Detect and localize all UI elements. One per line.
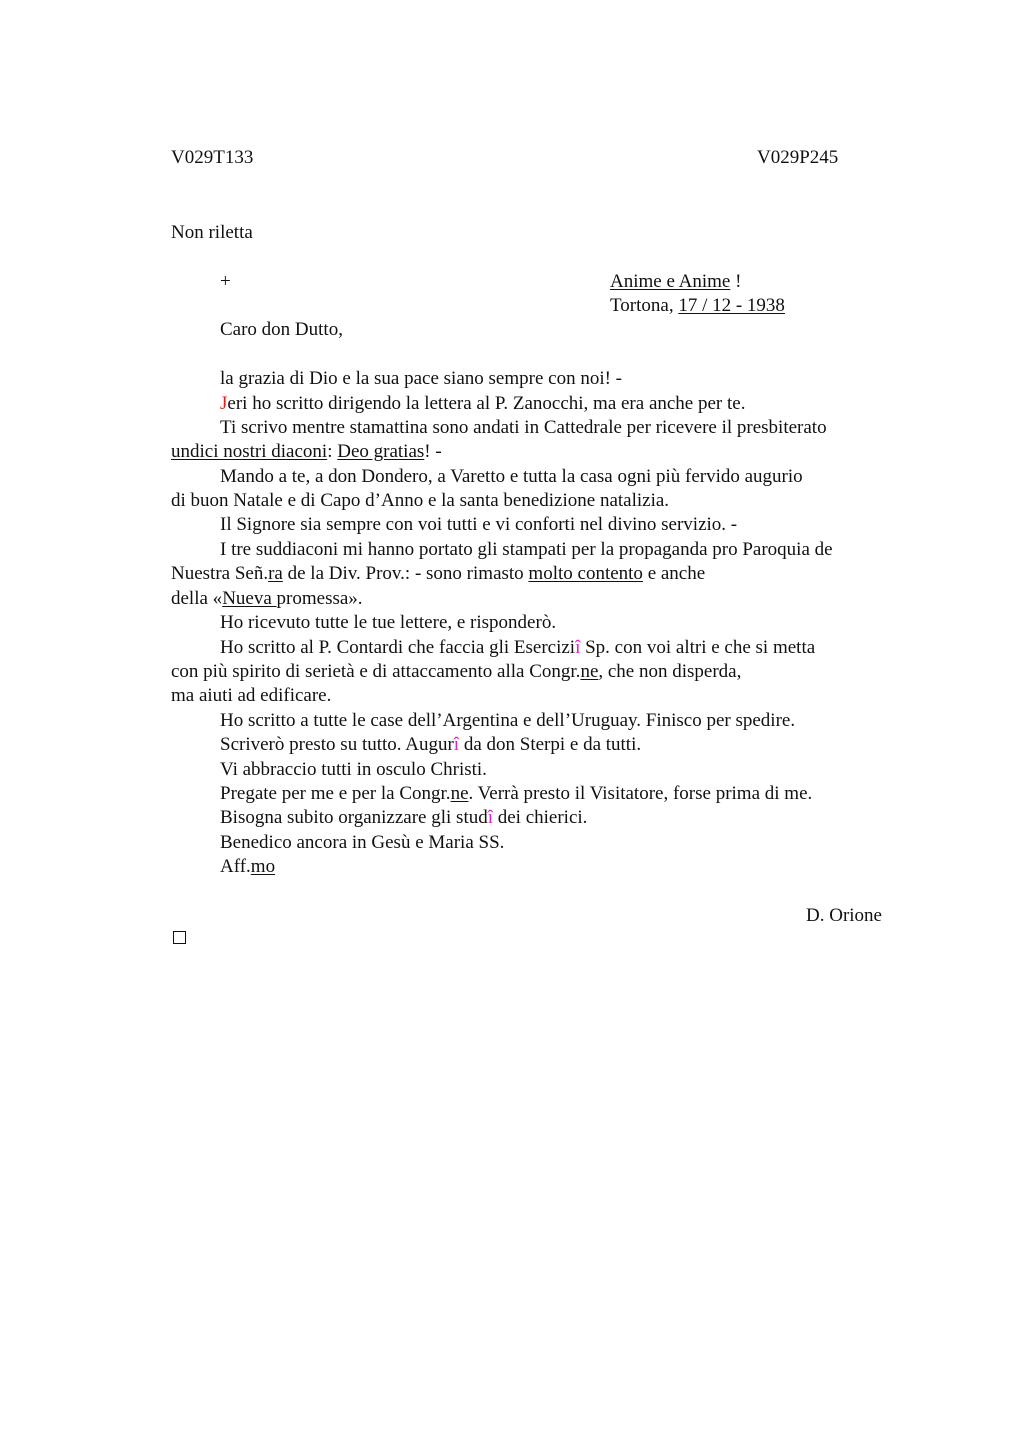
accent-mark: î xyxy=(487,807,493,828)
signature: D. Orione xyxy=(806,905,882,926)
body-line: Mando a te, a don Dondero, a Varetto e tutta la casa ogni più fervido augurio xyxy=(220,466,803,487)
body-line: Vi abbraccio tutti in osculo Christi. xyxy=(220,759,487,780)
motto-tail: ! xyxy=(730,271,742,292)
document-code-right: V029P245 xyxy=(757,147,839,168)
body-line: Ho scritto a tutte le case dell’Argentina e dell’Uruguay. Finisco per spedire. xyxy=(220,710,796,731)
body-line: della «Nueva promessa». xyxy=(171,588,363,609)
body-line: con più spirito di serietà e di attaccamento alla Congr.ne, che non disperda, xyxy=(171,661,742,682)
closing: Aff.mo xyxy=(220,856,276,877)
place-date xyxy=(610,294,785,318)
cross-mark: + xyxy=(220,271,231,292)
accent-mark: î xyxy=(575,637,581,658)
date: 17 / 12 - 1938 xyxy=(678,295,785,316)
body-line: Jeri ho scritto dirigendo la lettera al P. Zanocchi, ma era anche per te. xyxy=(220,393,746,414)
body-line: la grazia di Dio e la sua pace siano sempre con noi! - xyxy=(220,368,623,389)
body-line: Nuestra Señ.ra de la Div. Prov.: - sono rimasto molto contento e anche xyxy=(171,563,706,584)
body-line: ma aiuti ad edificare. xyxy=(171,685,332,706)
status-note: Non riletta xyxy=(171,222,253,243)
accent-mark: î xyxy=(453,734,460,755)
body-line: Pregate per me e per la Congr.ne. Verrà presto il Visitatore, forse prima di me. xyxy=(220,783,813,804)
body-line: Scriverò presto su tutto. Augurî da don Sterpi e da tutti. xyxy=(220,734,642,755)
salutation: Caro don Dutto, xyxy=(220,319,343,340)
initial-letter: J xyxy=(220,393,228,414)
document-code-left: V029T133 xyxy=(171,147,254,168)
body-line: Bisogna subito organizzare gli studî dei chierici. xyxy=(220,807,588,828)
body-line: Il Signore sia sempre con voi tutti e vi conforti nel divino servizio. - xyxy=(220,514,738,535)
body-line: di buon Natale e di Capo d’Anno e la santa benedizione natalizia. xyxy=(171,490,670,511)
body-line: Ti scrivo mentre stamattina sono andati in Cattedrale per ricevere il presbiterato xyxy=(220,417,827,438)
body-line: I tre suddiaconi mi hanno portato gli stampati per la propaganda pro Paroquia de xyxy=(220,539,833,560)
body-line: Ho ricevuto tutte le tue lettere, e risponderò. xyxy=(220,612,557,633)
place: Tortona, xyxy=(610,295,679,316)
motto xyxy=(610,270,741,294)
motto-text: Anime e Anime xyxy=(610,271,731,292)
body-line: undici nostri diaconi: Deo gratias! - xyxy=(171,441,442,462)
end-square-marker xyxy=(173,931,186,944)
body-line: Ho scritto al P. Contardi che faccia gli Eserciziî Sp. con voi altri e che si metta xyxy=(220,637,816,658)
body-line: Benedico ancora in Gesù e Maria SS. xyxy=(220,832,505,853)
